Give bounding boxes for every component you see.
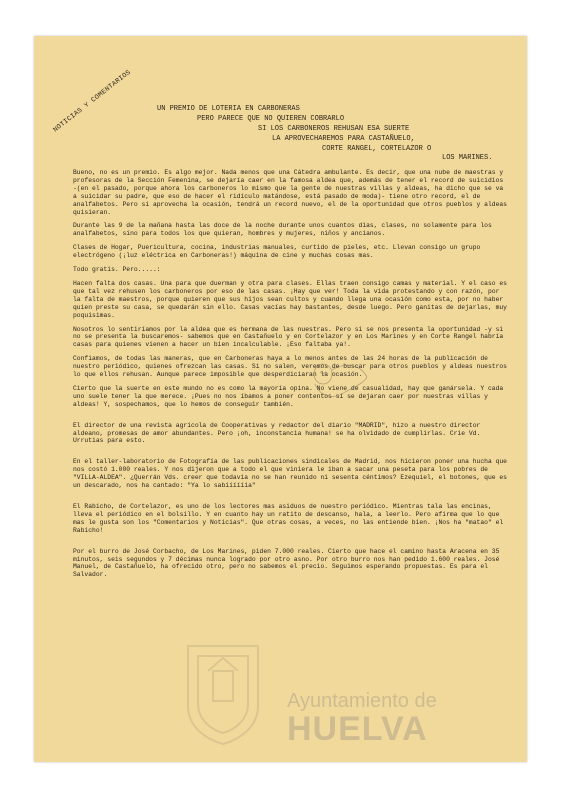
paragraph: Por el burro de José Corbacho, de Los Marines, piden 7.000 reales. Cierto que hace el camino hasta Aracena en 35 minutos, seis segundos y 7 décimas nunca logrado por otro asno. Por otro burro nos han pedido 1.600 reales. José Manuel, de Castañuelo, ha ofrecido otro, pero no sabemos el precio. Seguimos esperando propuestas. Es para el Salvador. — [73, 547, 500, 579]
article-body — [73, 169, 507, 585]
paragraph: Bueno, no es un premio. Es algo mejor. Nada menos que una Cátedra ambulante. Es decir, que una nube de maestras y profesoras de la Sección Femenina, se dejaría caer en la famosa aldea que, además de tener el record de suicidios -(en el pasado, porque ahora los carboneros lo mismo que la gente de nuestras villas y aldeas, ha dicho que se va a suicidar su padre, que eso de hacer el ridículo matándose, está pasado de moda)- tiene otro record, el de analfabetos. Pero si aprovecha la ocasión, tendrá un record nuevo, el de la oportunidad que otros pueblos y aldeas quisieran. — [73, 169, 507, 216]
paragraph: Nosotros lo sentiríamos por la aldea que es hermana de las nuestras. Pero si se nos presenta la oportunidad -y si no se presenta la buscaremos- sabemos que en Castañuelo y en Cortelazor y en Los Marines y en Corte Rangel habría casas para quienes vienen a hacer un bien incalculable. ¡Eso faltaba ya!. — [73, 325, 504, 349]
headline-line-5: CORTE RANGEL, CORTELAZOR O — [322, 145, 432, 153]
paragraph: El Rabicho, de Cortelazor, es uno de los lectores mas asiduos de nuestro periódico. Mientras tala las encinas, lleva el periódico en el bolsillo. Y en cuanto hay un ratito de descanso, hala, a leerlo. Pero afirma que lo que mas le gusta son los "Comentarios y Noticias". Que otras cosas, a veces, no las entiende bien. ¡Nos ha "matao" el Rabicho! — [73, 503, 504, 534]
paragraph: En el taller-laboratorio de Fotografía de las publicaciones sindicales de Madrid, nos hicieron poner una hucha que nos costó 1.000 reales. Y nos dijeron que a todo el que viniera le iban a sacar una peseta para los pobres de "VILLA-ALDEA". ¿Querrán Vds. creer que todavía no se han reunido ni sesenta céntimos? Ezequiel, el botones, que es un descarado, nos ha cantado: "Ya lo sabíííííía" — [73, 458, 507, 490]
headline-line-3: SI LOS CARBONEROS REHUSAN ESA SUERTE — [258, 125, 410, 133]
watermark-line-1: Ayuntamiento de — [287, 690, 437, 712]
paragraph: Durante las 9 de la mañana hasta las doce de la noche durante unos cuantos días, clases, no solamente para los analfabetos, sino para todos los que quieran, hombres y mujeres, niños y ancianos. — [73, 222, 492, 238]
paragraph: Todo gratis. Pero.....: — [73, 266, 161, 274]
headline-line-2: PERO PARECE QUE NO QUIEREN COBRARLO — [197, 115, 345, 123]
section-label: NOTICIAS Y COMENTARIOS — [52, 68, 133, 135]
watermark-seal-icon — [178, 636, 268, 746]
paragraph: Hacen falta dos casas. Una para que duerman y otra para clases. Ellas traen consigo camas y material. Y el caso es que tal vez rehusen los carboneros por eso de las casas. ¡Hay que ver! Toda la vida protestando y con razón, por la falta de maestros, porque quieren que sus hijos sean cultos y cuando llega una ocasión como esta, por no haber quien preste su casa, se quedarán sin ello. Casas vacías hay bastantes, desde luego. Pero ganitas de dejarlas, muy poquísimas. — [73, 279, 507, 319]
headline-line-6: LOS MARINES. — [442, 154, 493, 162]
paragraph: Clases de Hogar, Puericultura, cocina, industrias manuales, curtido de pieles, etc. Llevan consigo un grupo electrógeno (¡luz eléctrica en Carboneras!) máquina de cine y muchas cosas mas. — [73, 244, 481, 260]
watermark-text — [287, 690, 437, 746]
pencil-sketch-illustration — [305, 352, 375, 407]
paragraph: El director de una revista agrícola de Cooperativas y redactor del diario "MADRID", hizo a nuestro director aldeano, promesas de amor abundantes. Pero ¡oh, inconstancia humana! se ha olvidado de cumplirlas. Crie Vd. Urrutias para esto. — [73, 421, 481, 445]
watermark-line-2: HUELVA — [287, 710, 428, 748]
paragraph: Confiamos, de todas las maneras, que en Carboneras haya a lo menos antes de las 24 horas de la publicación de nuestro periódico, quienes ofrezcan las casas. Si no salen, veremos de buscar para otros pueblos y aldeas nuestros lo que ellos rehusan. Aunque parece imposible que desperdiciaran la ocasión. — [73, 355, 507, 379]
headline-line-1: UN PREMIO DE LOTERIA EN CARBONERAS — [157, 105, 300, 113]
paragraph: Cierto que la suerte en este mundo no es como la mayoría opina. No viene de casualidad, hay que ganársela. Y cada uno suele tener la que merece. ¡Pues no nos íbamos a poner contentos si se dejaran caer por nuestras villas y aldeas! Y, sospechamos, que lo hemos de conseguir también. — [73, 384, 504, 408]
headline-line-4: LA APROVECHAREMOS PARA CASTAÑUELO, — [272, 135, 415, 143]
